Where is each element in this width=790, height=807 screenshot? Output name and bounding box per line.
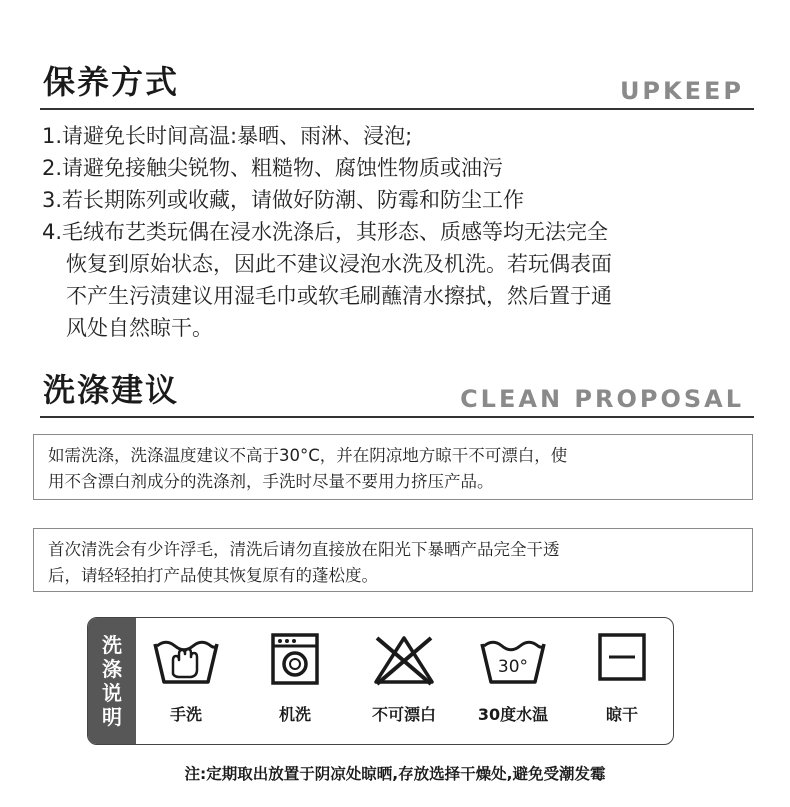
first-wash-note-box <box>33 528 753 592</box>
care-label-char: 明 <box>102 705 122 729</box>
hand-wash-icon <box>151 632 221 688</box>
wash-30-symbol <box>468 618 558 744</box>
upkeep-list <box>42 120 754 344</box>
care-symbols-panel <box>87 617 674 745</box>
clean-subtitle: CLEAN PROPOSAL <box>460 385 744 413</box>
wash-note-line: 如需洗涤，洗涤温度建议不高于30°C，并在阴凉地方晾干不可漂白，使 <box>48 446 568 465</box>
first-wash-note-line: 后，请轻轻拍打产品使其恢复原有的蓬松度。 <box>48 566 378 585</box>
machine-wash-icon <box>270 632 320 686</box>
clean-title: 洗涤建议 <box>43 371 180 409</box>
clean-header <box>40 368 754 418</box>
upkeep-item-4-cont-2: 不产生污渍建议用湿毛巾或软毛刷蘸清水擦拭，然后置于通 <box>66 284 612 308</box>
no-bleach-icon <box>369 632 439 688</box>
care-symbols-label <box>88 618 136 744</box>
wash-note-box <box>33 434 753 500</box>
line-dry-label: 晾干 <box>605 705 638 724</box>
machine-wash-symbol <box>250 618 340 744</box>
hand-wash-label: 手洗 <box>169 705 202 724</box>
wash-30-icon <box>478 632 548 688</box>
care-label-char: 涤 <box>102 657 122 681</box>
first-wash-note-line: 首次清洗会有少许浮毛，清洗后请勿直接放在阳光下暴晒产品完全干透 <box>48 540 560 559</box>
no-bleach-label: 不可漂白 <box>371 705 436 724</box>
hand-wash-symbol <box>141 618 231 744</box>
upkeep-header <box>40 60 754 110</box>
wash-note-line: 用不含漂白剂成分的洗涤剂，手洗时尽量不要用力挤压产品。 <box>48 472 494 491</box>
upkeep-item-4-cont-3: 风处自然晾干。 <box>66 316 213 340</box>
line-dry-icon <box>597 632 647 684</box>
wash-temp-text: 30° <box>497 657 529 677</box>
upkeep-item-4-cont-1: 恢复到原始状态，因此不建议浸泡水洗及机洗。若玩偶表面 <box>66 252 612 276</box>
upkeep-item-1: 1.请避免长时间高温:暴晒、雨淋、浸泡; <box>42 124 413 148</box>
no-bleach-symbol <box>359 618 449 744</box>
machine-wash-label: 机洗 <box>278 705 311 724</box>
care-label-char: 洗 <box>102 633 122 657</box>
upkeep-item-2: 2.请避免接触尖锐物、粗糙物、腐蚀性物质或油污 <box>42 156 504 180</box>
storage-footnote: 注:定期取出放置于阴凉处晾晒,存放选择干燥处,避免受潮发霉 <box>184 765 606 783</box>
upkeep-title: 保养方式 <box>43 63 180 101</box>
upkeep-item-3: 3.若长期陈列或收藏，请做好防潮、防霉和防尘工作 <box>42 188 525 212</box>
upkeep-item-4: 4.毛绒布艺类玩偶在浸水洗涤后，其形态、质感等均无法完全 <box>42 220 609 244</box>
line-dry-symbol <box>577 618 667 744</box>
care-label-char: 说 <box>102 681 122 705</box>
wash-30-label: 30度水温 <box>477 705 549 724</box>
upkeep-subtitle: UPKEEP <box>619 77 744 105</box>
